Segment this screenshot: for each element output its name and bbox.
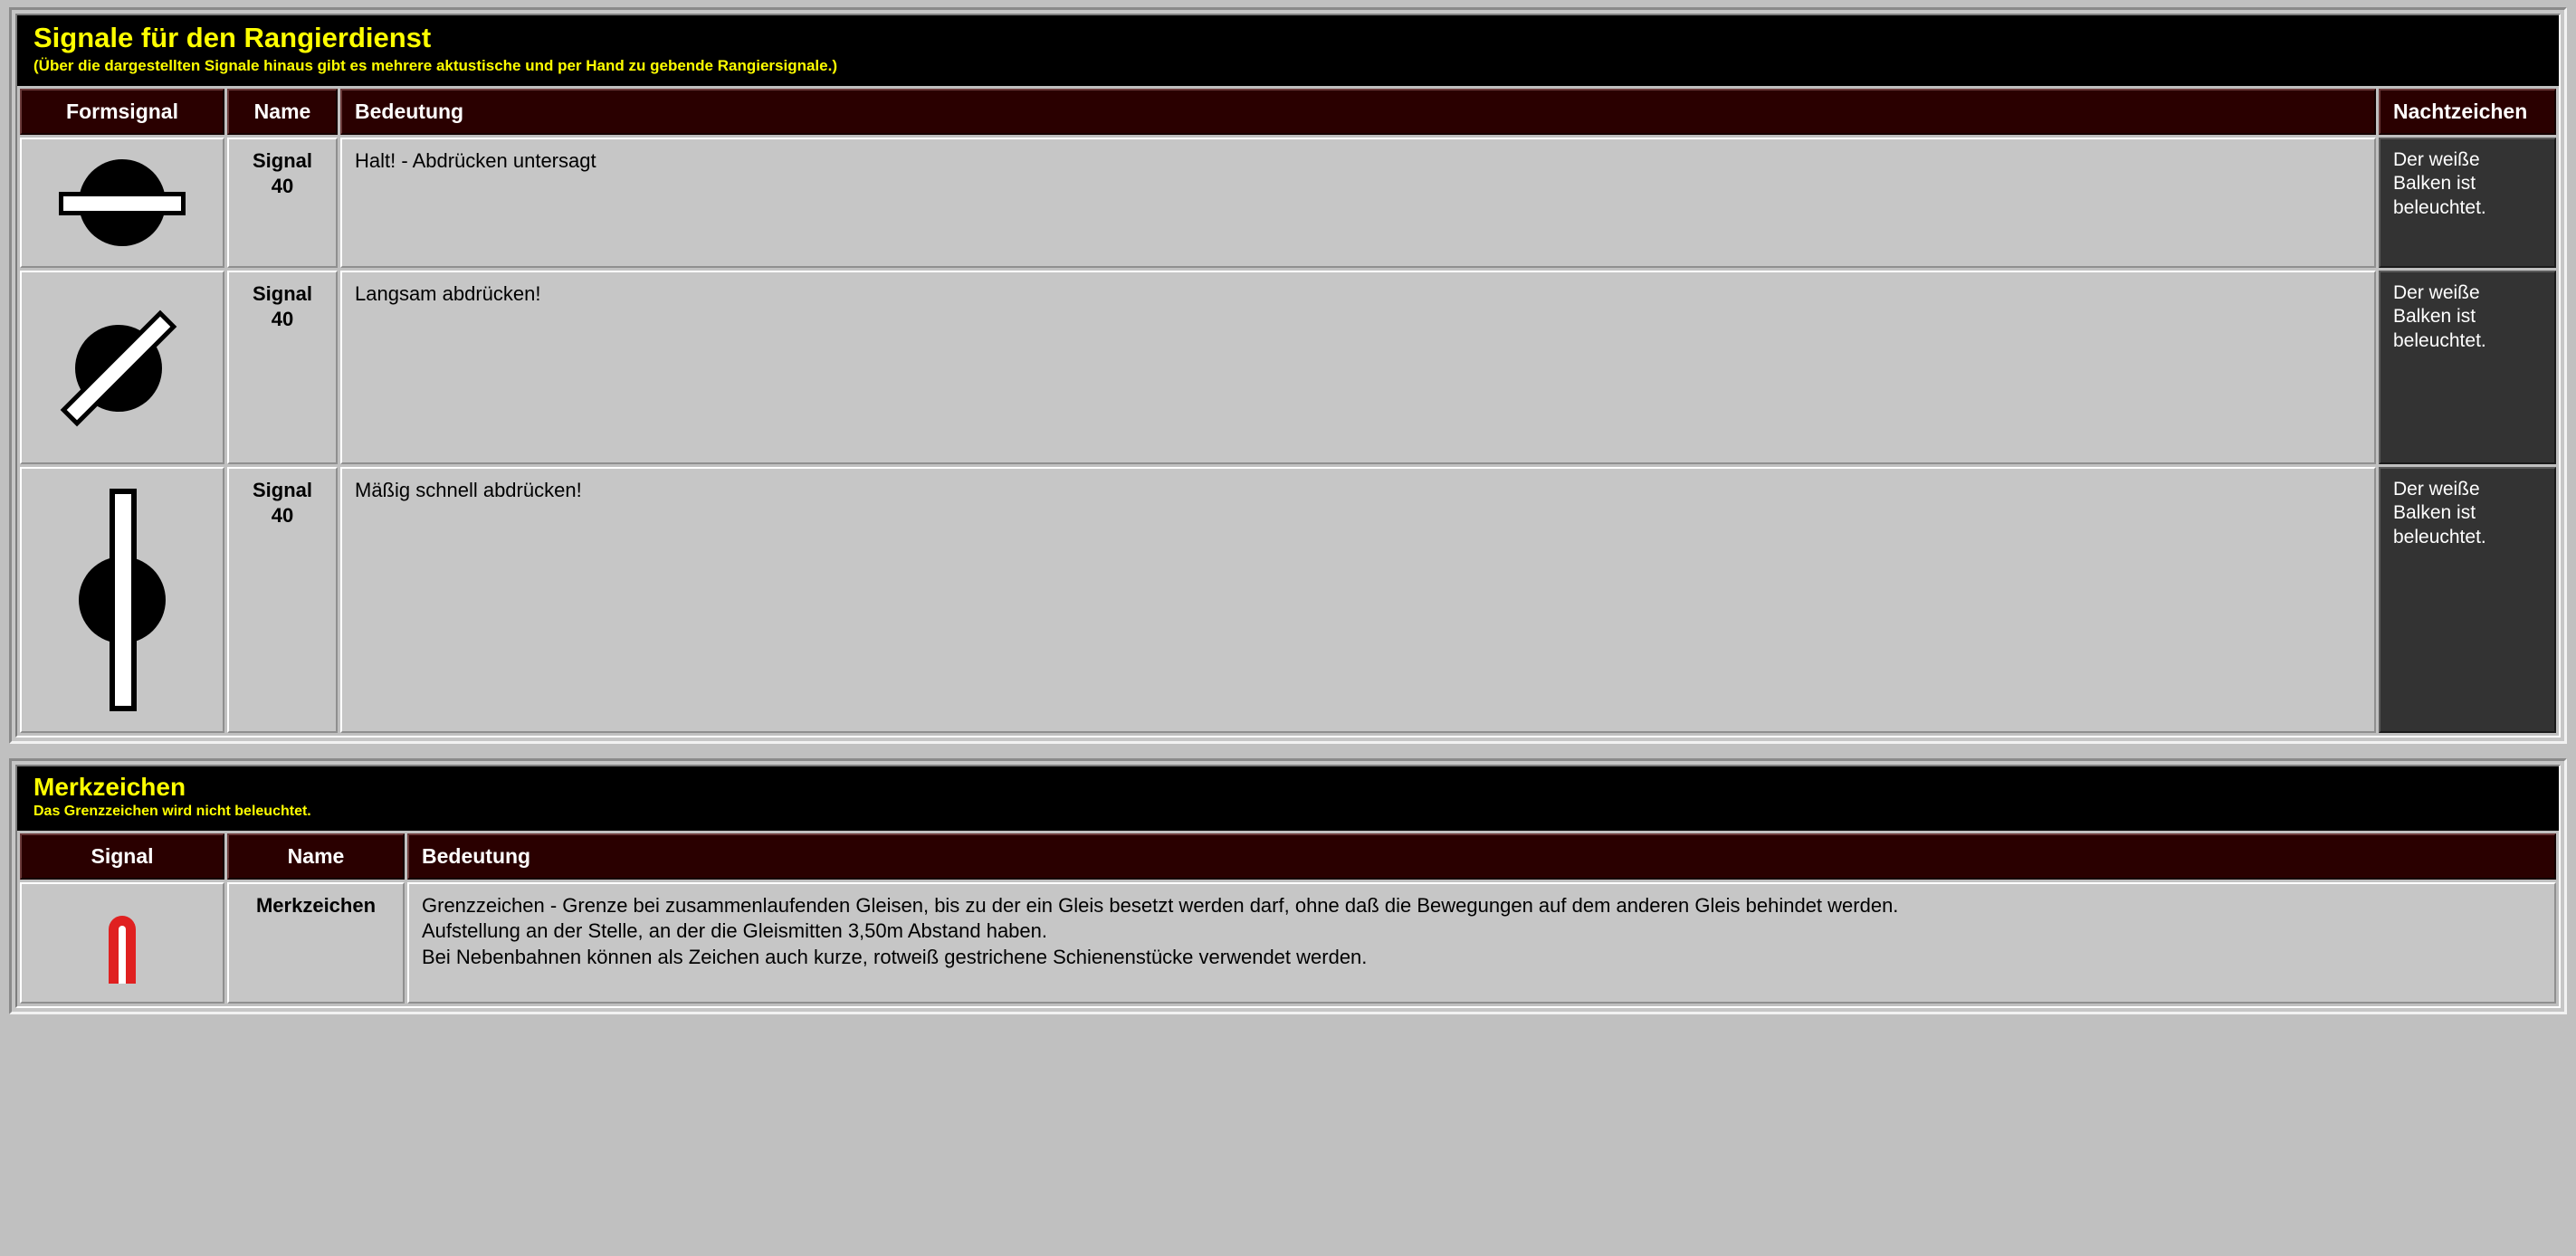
table-row (20, 271, 2556, 464)
signal-symbol-cell (20, 271, 224, 464)
section-merkzeichen-inner (15, 765, 2561, 1008)
table-row (20, 138, 2556, 268)
section2-title: Merkzeichen (33, 773, 186, 802)
section-rangierdienst (9, 7, 2567, 744)
signal-meaning-cell: Mäßig schnell abdrücken! (340, 467, 2376, 733)
table-row (20, 882, 2556, 1004)
signal-meaning-cell (407, 882, 2556, 1004)
section1-title: Signale für den Rangierdienst (33, 22, 432, 53)
signal-disc-vertical-bar-icon (34, 478, 210, 722)
meaning-line-1: Grenzzeichen - Grenze bei zusammenlaufenden Gleisen, bis zu der ein Gleis besetzt werden darf, ohne daß die Bewegungen auf dem anderen Gleis behindet werden. (422, 893, 1899, 917)
table-rangiersignale (17, 86, 2559, 736)
signal-symbol-cell (20, 882, 224, 1004)
column-header-signal: Signal (20, 833, 224, 880)
signal-night-cell: Der weiße Balken ist beleuchtet. (2379, 271, 2556, 464)
signal-disc-diagonal-bar-icon (34, 281, 210, 453)
section1-header (17, 15, 2559, 86)
signal-symbol-cell (20, 138, 224, 268)
table-row (20, 467, 2556, 733)
section2-header (17, 766, 2559, 831)
table-header-row (20, 833, 2556, 880)
signal-meaning-cell: Langsam abdrücken! (340, 271, 2376, 464)
signal-name-cell: Signal 40 (227, 467, 338, 733)
meaning-line-3: Bei Nebenbahnen können als Zeichen auch kurze, rotweiß gestrichene Schienenstücke verwendet werden. (422, 946, 1368, 969)
table-merkzeichen (17, 831, 2559, 1006)
column-header-formsignal: Formsignal (20, 89, 224, 135)
column-header-name: Name (227, 833, 405, 880)
meaning-line-2: Aufstellung an der Stelle, an der die Gleismitten 3,50m Abstand haben. (422, 919, 1047, 943)
signal-night-cell: Der weiße Balken ist beleuchtet. (2379, 467, 2556, 733)
signal-name-cell: Signal 40 (227, 138, 338, 268)
section-merkzeichen (9, 758, 2567, 1014)
section2-subtitle: Das Grenzzeichen wird nicht beleuchtet. (33, 803, 311, 819)
signal-disc-horizontal-bar-icon (34, 148, 210, 257)
signal-name-cell: Signal 40 (227, 271, 338, 464)
signal-name-cell: Merkzeichen (227, 882, 405, 1004)
column-header-name: Name (227, 89, 338, 135)
column-header-bedeutung: Bedeutung (340, 89, 2376, 135)
section-rangierdienst-inner (15, 14, 2561, 737)
signal-night-cell: Der weiße Balken ist beleuchtet. (2379, 138, 2556, 268)
signal-meaning-cell: Halt! - Abdrücken untersagt (340, 138, 2376, 268)
section1-subtitle: (Über die dargestellten Signale hinaus gibt es mehrere aktustische und per Hand zu gebende Rangiersignale.) (33, 57, 837, 75)
table-header-row (20, 89, 2556, 135)
grenzzeichen-post-icon (34, 893, 210, 993)
column-header-bedeutung: Bedeutung (407, 833, 2556, 880)
column-header-nachtzeichen: Nachtzeichen (2379, 89, 2556, 135)
signal-symbol-cell (20, 467, 224, 733)
